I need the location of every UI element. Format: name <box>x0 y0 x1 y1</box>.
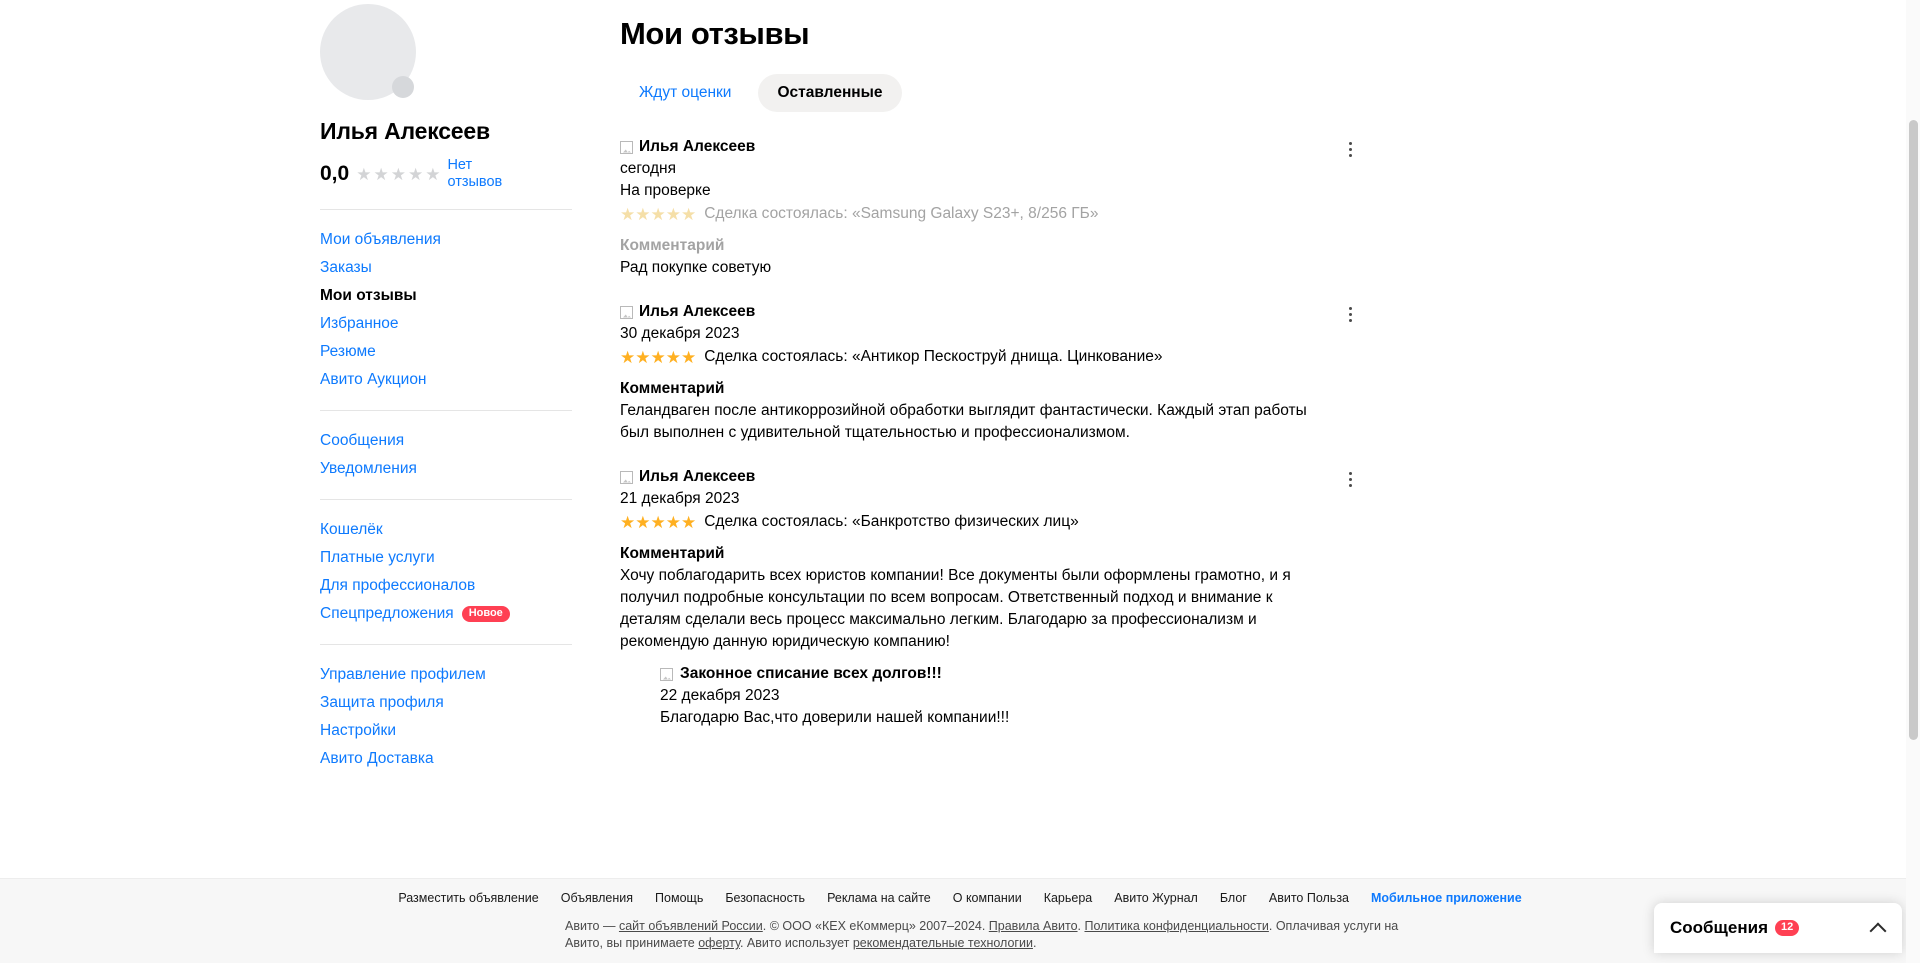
sidebar-item-favorites[interactable] <box>320 310 572 338</box>
sidebar-item-label: Сообщения <box>320 432 405 449</box>
footer-link-journal[interactable]: Авито Журнал <box>1114 891 1198 905</box>
rating-stars <box>356 166 440 183</box>
footer-link-post-ad[interactable]: Разместить объявление <box>398 891 539 905</box>
review-comment-text: Хочу поблагодарить всех юристов компании! Все документы были оформлены грамотно, и я получил подробные консультации по всем вопросам. Ответственный подход и внимание к деталям сделали весь процесс максимально легким. Благодарю за профессионализм и рекомендую данную юридическую компанию! <box>620 567 1291 650</box>
sidebar-item-notifications[interactable] <box>320 455 572 483</box>
review-menu-icon[interactable] <box>1340 468 1360 490</box>
sidebar-item-paid-services[interactable] <box>320 544 572 572</box>
footer-legal <box>485 918 1435 952</box>
star-icon: ★ <box>373 164 389 184</box>
review-reply <box>660 665 1360 729</box>
sidebar-item-label: Мои объявления <box>320 231 441 248</box>
legal-link-offer[interactable]: оферту <box>698 936 740 950</box>
star-icon: ★ <box>425 164 441 184</box>
review-reply-header <box>660 665 1360 683</box>
review-comment-text: Геландваген после антикоррозийной обработки выглядит фантастически. Каждый этап работы был выполнен с удивительной тщательностью и профессионализмом. <box>620 402 1307 441</box>
page-title: Мои отзывы <box>620 16 810 51</box>
sidebar-item-my-reviews[interactable] <box>320 282 572 310</box>
messages-widget[interactable] <box>1654 903 1902 953</box>
review-menu-icon[interactable] <box>1340 303 1360 325</box>
sidebar-item-label: Резюме <box>320 343 376 360</box>
avatar-image-icon <box>620 141 633 154</box>
new-badge: Новое <box>462 606 510 622</box>
avatar-image-icon <box>620 471 633 484</box>
review-comment-text: Рад покупке советую <box>620 259 772 276</box>
footer-link-mobile-app[interactable]: Мобильное приложение <box>1371 891 1522 905</box>
sidebar-item-label: Спецпредложения <box>320 605 454 622</box>
sidebar-group-settings <box>320 645 572 789</box>
scrollbar-thumb[interactable] <box>1909 120 1918 740</box>
sidebar-item-profile-management[interactable] <box>320 661 572 689</box>
sidebar-group-communication <box>320 411 572 500</box>
rating-value: 0,0 <box>320 162 350 185</box>
review-header <box>620 468 1360 486</box>
sidebar-item-label: Заказы <box>320 259 372 276</box>
sidebar-item-label: Для профессионалов <box>320 577 476 594</box>
footer-link-blog[interactable]: Блог <box>1219 891 1247 905</box>
profile-name: Илья Алексеев <box>320 118 490 144</box>
profile-rating <box>320 157 572 210</box>
footer-link-advertising[interactable]: Реклама на сайте <box>827 891 931 905</box>
legal-text-6: . <box>1032 936 1037 950</box>
legal-link-recommendation-tech[interactable]: рекомендательные технологии <box>852 936 1033 950</box>
sidebar-item-label: Уведомления <box>320 460 417 477</box>
review-reply-title: Законное списание всех долгов!!! <box>680 665 942 682</box>
main-content <box>620 16 1360 749</box>
star-icon: ★ <box>356 164 372 184</box>
sidebar-item-label: Авито Доставка <box>320 750 434 767</box>
review-deal-text: Сделка состоялась: «Samsung Galaxy S23+, 8/256 ГБ» <box>704 205 1099 222</box>
footer-links <box>0 879 1920 905</box>
sidebar-item-label: Авито Аукцион <box>320 371 427 388</box>
sidebar-item-profile-protection[interactable] <box>320 689 572 717</box>
profile-sidebar <box>320 0 572 789</box>
review-comment-label: Комментарий <box>620 545 725 562</box>
review-author: Илья Алексеев <box>639 468 756 485</box>
star-icon: ★ <box>407 164 424 184</box>
sidebar-item-special-offers[interactable] <box>320 600 572 628</box>
legal-text-1: Авито — <box>565 919 619 933</box>
page-footer <box>0 878 1920 963</box>
sidebar-item-label: Платные услуги <box>320 549 435 566</box>
star-icon: ★ <box>390 164 406 184</box>
review-author: Илья Алексеев <box>639 303 756 320</box>
review-deal-text: Сделка состоялась: «Антикор Пескоструй днища. Цинкование» <box>704 348 1163 365</box>
legal-text-4: . Оплачивая услуги на Авито, вы принимаете <box>565 919 1399 950</box>
sidebar-group-account <box>320 210 572 411</box>
review-deal <box>620 205 1360 223</box>
sidebar-item-label: Настройки <box>320 722 397 739</box>
legal-text-3: . <box>1077 919 1085 933</box>
legal-link-ads-site[interactable]: сайт объявлений России <box>618 919 763 933</box>
sidebar-item-label: Кошелёк <box>320 521 383 538</box>
sidebar-item-avito-delivery[interactable] <box>320 745 572 773</box>
sidebar-item-messages[interactable] <box>320 427 572 455</box>
page-scrollbar[interactable] <box>1906 0 1920 963</box>
review-comment-label: Комментарий <box>620 237 725 254</box>
reviews-tabs <box>620 74 1360 112</box>
review-menu-icon[interactable] <box>1340 138 1360 160</box>
review-deal <box>620 513 1360 531</box>
review-date: 30 декабря 2023 <box>620 325 740 342</box>
review-date: сегодня <box>620 160 676 177</box>
no-reviews-link[interactable]: Нет отзывов <box>447 157 503 190</box>
review-stars: ★★★★★ <box>620 204 697 224</box>
review-date: 21 декабря 2023 <box>620 490 740 507</box>
legal-link-rules[interactable]: Правила Авито <box>988 919 1078 933</box>
avatar[interactable] <box>320 4 416 100</box>
review-header <box>620 138 1360 156</box>
chevron-up-icon[interactable] <box>1870 920 1886 936</box>
messages-widget-title: Сообщения <box>1670 918 1768 937</box>
sidebar-item-for-professionals[interactable] <box>320 572 572 600</box>
review-item <box>620 303 1360 444</box>
footer-link-help[interactable]: Помощь <box>655 891 704 905</box>
review-deal <box>620 348 1360 366</box>
sidebar-item-orders[interactable] <box>320 254 572 282</box>
footer-link-about[interactable]: О компании <box>952 891 1022 905</box>
tab-awaiting-rating[interactable]: Ждут оценки <box>620 74 750 112</box>
footer-link-career[interactable]: Карьера <box>1043 891 1093 905</box>
review-status: На проверке <box>620 182 711 199</box>
review-author: Илья Алексеев <box>639 138 756 155</box>
sidebar-item-my-ads[interactable] <box>320 226 572 254</box>
legal-text-5: . Авито использует <box>739 936 853 950</box>
review-deal-text: Сделка состоялась: «Банкротство физических лиц» <box>704 513 1079 530</box>
footer-link-ads[interactable]: Объявления <box>560 891 634 905</box>
avatar-badge <box>392 76 414 98</box>
sidebar-group-services <box>320 500 572 645</box>
sidebar-item-label: Управление профилем <box>320 666 486 683</box>
avatar-image-icon <box>660 668 673 681</box>
sidebar-item-label: Мои отзывы <box>320 287 417 304</box>
legal-text-2: . © ООО «КЕХ еКоммерц» 2007–2024. <box>762 919 989 933</box>
review-reply-date: 22 декабря 2023 <box>660 687 780 704</box>
review-header <box>620 303 1360 321</box>
review-item <box>620 468 1360 729</box>
sidebar-item-avito-auction[interactable] <box>320 366 572 394</box>
sidebar-item-resume[interactable] <box>320 338 572 366</box>
review-item <box>620 138 1360 279</box>
legal-link-privacy[interactable]: Политика конфиденциальности <box>1084 919 1269 933</box>
sidebar-item-settings[interactable] <box>320 717 572 745</box>
sidebar-item-label: Защита профиля <box>320 694 444 711</box>
footer-link-security[interactable]: Безопасность <box>725 891 806 905</box>
review-stars: ★★★★★ <box>620 512 697 532</box>
footer-link-avito-polza[interactable]: Авито Польза <box>1268 891 1349 905</box>
sidebar-item-label: Избранное <box>320 315 399 332</box>
sidebar-item-wallet[interactable] <box>320 516 572 544</box>
review-comment-label: Комментарий <box>620 380 725 397</box>
review-stars: ★★★★★ <box>620 347 697 367</box>
messages-unread-count: 12 <box>1775 920 1799 936</box>
avatar-image-icon <box>620 306 633 319</box>
review-reply-text: Благодарю Вас,что доверили нашей компании!!! <box>660 709 1010 726</box>
tab-left-reviews[interactable]: Оставленные <box>758 74 901 112</box>
